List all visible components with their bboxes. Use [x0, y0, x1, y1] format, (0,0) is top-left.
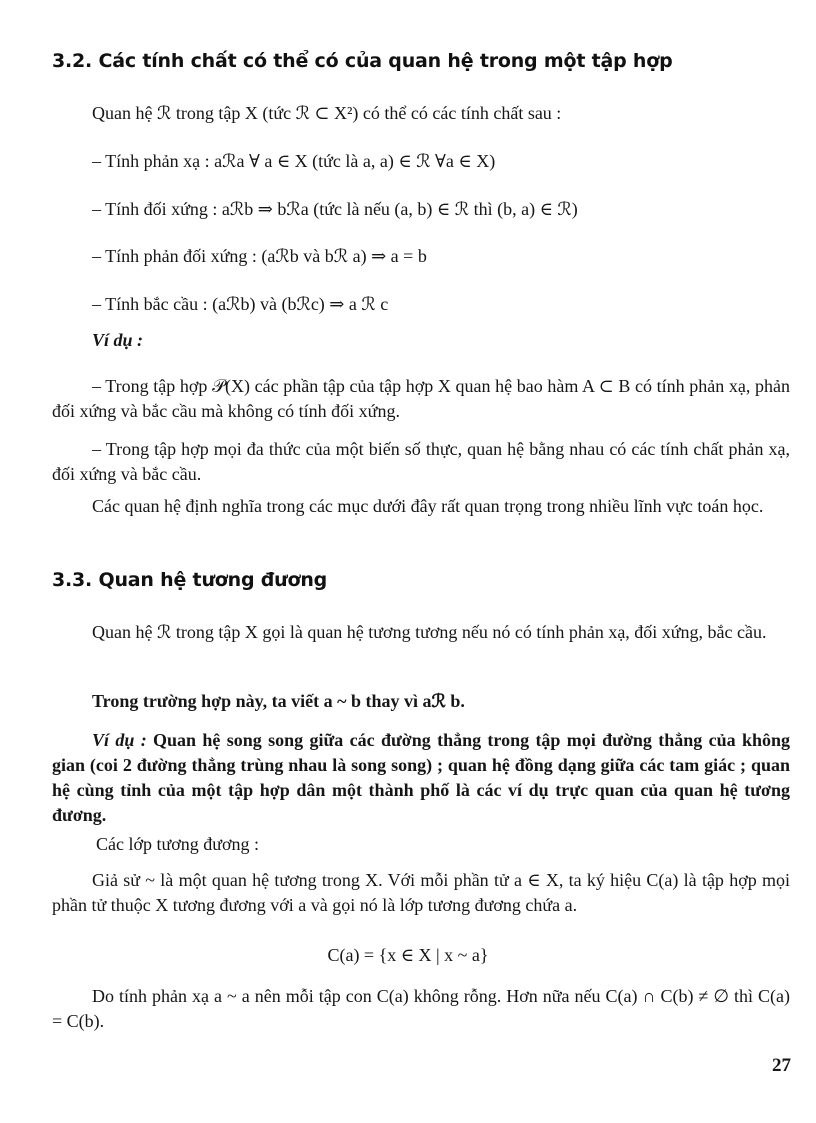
example-paragraph-1: – Trong tập hợp 𝒫(X) các phần tập của tập hợp X quan hệ bao hàm A ⊂ B có tính phản xạ, phản đối xứng và bắc cầu mà không có tính đối xứng.: [52, 376, 790, 421]
equivalence-class-formula: C(a) = {x ∈ X | x ~ a}: [327, 945, 489, 965]
closing-paragraph: Các quan hệ định nghĩa trong các mục dưới đây rất quan trọng trong nhiều lĩnh vực toán học.: [92, 496, 764, 516]
final-paragraph: Do tính phản xạ a ~ a nên mỗi tập con C(a) không rỗng. Hơn nữa nếu C(a) ∩ C(b) ≠ ∅ thì C(a) = C(b).: [52, 986, 790, 1031]
example-text: Quan hệ song song giữa các đường thẳng trong tập mọi đường thẳng của không gian (coi 2 đường thẳng trùng nhau là song song) ; quan hệ đồng dạng giữa các tam giác ; quan hệ cùng tỉnh của một tập hợp dân một thành phố là các ví dụ trực quan của quan hệ tương đương.: [52, 730, 790, 825]
example-paragraph-equivalence: [52, 728, 790, 828]
example-paragraph-2: – Trong tập hợp mọi đa thức của một biến số thực, quan hệ bằng nhau có các tính chất phản xạ, đối xứng và bắc cầu.: [52, 439, 790, 484]
classes-title: Các lớp tương đương :: [96, 834, 260, 854]
section-heading-3-2: 3.2. Các tính chất có thể có của quan hệ trong một tập hợp: [52, 50, 673, 72]
section-intro: Quan hệ ℛ trong tập X (tức ℛ ⊂ X²) có thể có các tính chất sau :: [92, 103, 562, 123]
property-transitive: – Tính bắc cầu : (aℛb) và (bℛc) ⇒ a ℛ c: [92, 294, 389, 314]
example-label-2: Ví dụ :: [92, 730, 147, 750]
notation-line: Trong trường hợp này, ta viết a ~ b thay vì aℛ b.: [92, 691, 465, 711]
property-symmetric: – Tính đối xứng : aℛb ⇒ bℛa (tức là nếu (a, b) ∈ ℛ thì (b, a) ∈ ℛ): [92, 199, 578, 219]
property-reflexive: – Tính phản xạ : aℛa ∀ a ∈ X (tức là a, a) ∈ ℛ ∀a ∈ X): [92, 151, 496, 171]
page-number: 27: [772, 1055, 791, 1076]
classes-paragraph: Giả sử ~ là một quan hệ tương trong X. Với mỗi phần tử a ∈ X, ta ký hiệu C(a) là tập hợp mọi phần tử thuộc X tương đương với a và gọi nó là lớp tương đương chứa a.: [52, 870, 790, 915]
definition-paragraph: Quan hệ ℛ trong tập X gọi là quan hệ tương tương nếu nó có tính phản xạ, đối xứng, bắc cầu.: [92, 622, 767, 642]
section-heading-3-3: 3.3. Quan hệ tương đương: [52, 569, 328, 591]
property-antisymmetric: – Tính phản đối xứng : (aℛb và bℛ a) ⇒ a = b: [92, 246, 427, 266]
example-label: Ví dụ :: [92, 330, 144, 350]
